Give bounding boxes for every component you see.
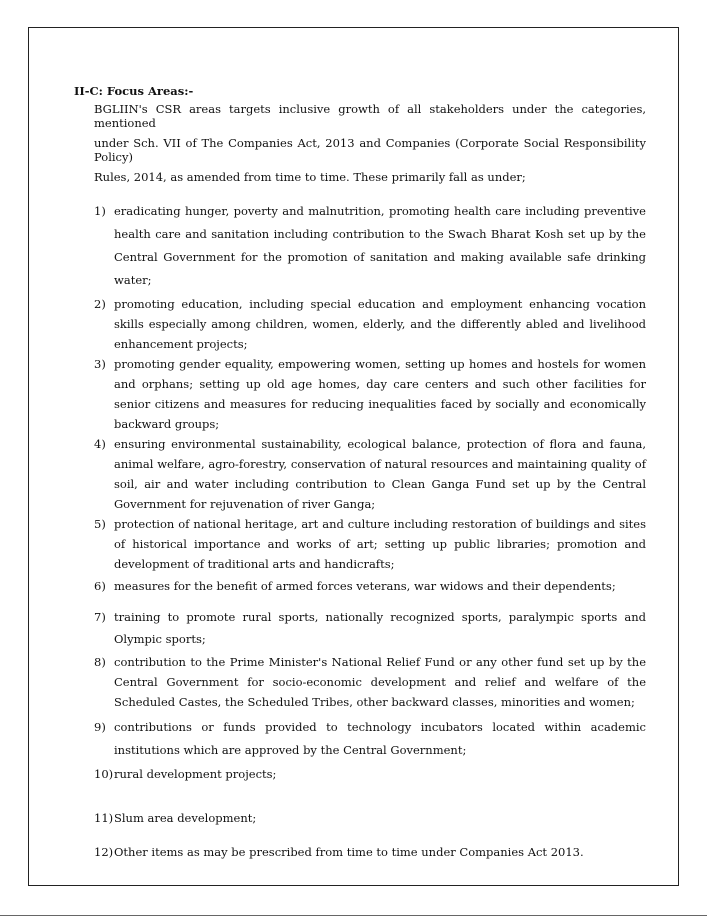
item-text: Slum area development; bbox=[114, 811, 257, 825]
item-text: promoting education, including special education and employment enhancing vocation skills especially among children, women, elderly, and the differently abled and livelihood enhancement projects; bbox=[114, 297, 646, 351]
item-number: 11) bbox=[94, 811, 114, 825]
item-number: 3) bbox=[94, 357, 106, 371]
focus-areas-list bbox=[74, 200, 646, 862]
section-heading: II-C: Focus Areas:- bbox=[74, 84, 194, 98]
list-item bbox=[74, 576, 646, 596]
item-text: ensuring environmental sustainability, ecological balance, protection of flora and fauna, animal welfare, agro-forestry, conservation of natural resources and maintaining quality of soil, air and water including contribution to Clean Ganga Fund set up by the Central Government for rejuvenation of river Ganga; bbox=[114, 437, 646, 511]
item-text: contribution to the Prime Minister's National Relief Fund or any other fund set up by the Central Government for socio-economic development and relief and welfare of the Scheduled Castes, the Scheduled Tribes, other backward classes, minorities and women; bbox=[114, 655, 646, 709]
list-item bbox=[74, 354, 646, 434]
item-number: 8) bbox=[94, 655, 106, 669]
item-text: promoting gender equality, empowering women, setting up homes and hostels for women and orphans; setting up old age homes, day care centers and such other facilities for senior citizens and measures for reducing inequalities faced by socially and economically backward groups; bbox=[114, 357, 646, 431]
item-number: 6) bbox=[94, 579, 106, 593]
item-text: contributions or funds provided to technology incubators located within academic institutions which are approved by the Central Government; bbox=[114, 720, 646, 757]
intro-paragraph bbox=[94, 102, 646, 192]
item-text: eradicating hunger, poverty and malnutrition, promoting health care including preventive health care and sanitation including contribution to the Swach Bharat Kosh set up by the Central Government for the promotion of sanitation and making available safe drinking water; bbox=[114, 204, 646, 287]
item-number: 12) bbox=[94, 845, 114, 859]
intro-line: Rules, 2014, as amended from time to time. These primarily fall as under; bbox=[94, 170, 526, 184]
list-item bbox=[74, 652, 646, 712]
bottom-rule bbox=[0, 915, 707, 916]
item-number: 7) bbox=[94, 610, 106, 624]
list-item bbox=[74, 808, 646, 828]
item-number: 5) bbox=[94, 517, 106, 531]
list-item bbox=[74, 514, 646, 574]
list-item bbox=[74, 200, 646, 292]
item-number: 4) bbox=[94, 437, 106, 451]
item-text: measures for the benefit of armed forces veterans, war widows and their dependents; bbox=[114, 579, 616, 593]
item-text: protection of national heritage, art and culture including restoration of buildings and sites of historical importance and works of art; setting up public libraries; promotion and development of traditional arts and handicrafts; bbox=[114, 517, 646, 571]
item-text: Other items as may be prescribed from time to time under Companies Act 2013. bbox=[114, 845, 584, 859]
document-body bbox=[74, 84, 646, 862]
item-number: 9) bbox=[94, 720, 106, 734]
list-item bbox=[74, 716, 646, 762]
intro-line: BGLIIN's CSR areas targets inclusive growth of all stakeholders under the categories, mentioned bbox=[94, 102, 646, 130]
item-number: 2) bbox=[94, 297, 106, 311]
list-item bbox=[74, 294, 646, 354]
list-item bbox=[74, 842, 646, 862]
list-item bbox=[74, 606, 646, 650]
list-item bbox=[74, 434, 646, 514]
item-number: 10) bbox=[94, 767, 114, 781]
intro-line: under Sch. VII of The Companies Act, 2013 and Companies (Corporate Social Responsibility Policy) bbox=[94, 136, 646, 164]
list-item bbox=[74, 764, 646, 784]
item-text: rural development projects; bbox=[114, 767, 277, 781]
item-number: 1) bbox=[94, 204, 106, 218]
item-text: training to promote rural sports, nationally recognized sports, paralympic sports and Olympic sports; bbox=[114, 610, 646, 646]
